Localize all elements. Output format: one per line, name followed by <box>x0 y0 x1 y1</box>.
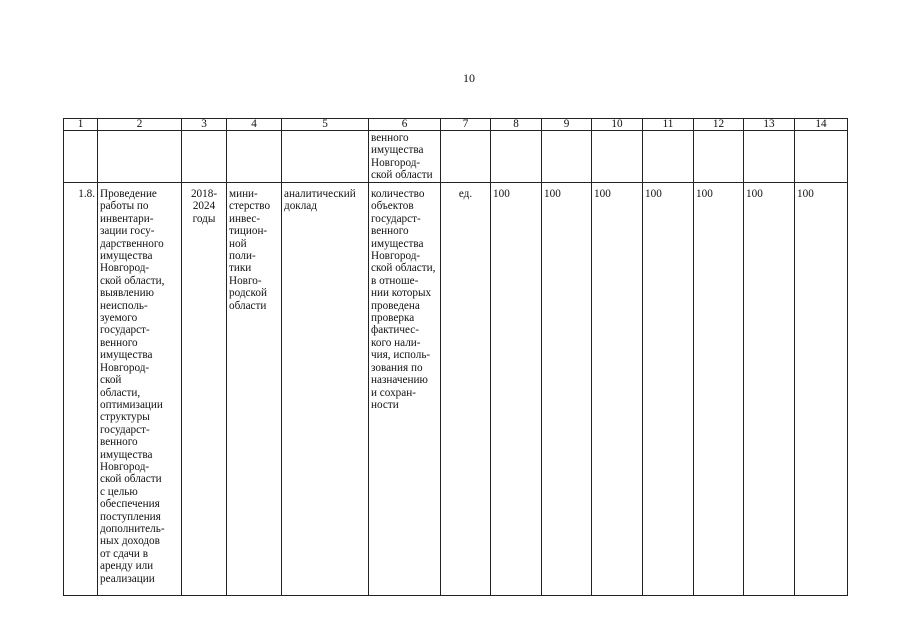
column-number-cell: 12 <box>694 119 744 131</box>
column-number-cell: 8 <box>491 119 542 131</box>
empty-cell <box>491 131 542 183</box>
column-number-cell: 2 <box>98 119 182 131</box>
column-number-row <box>64 119 848 131</box>
empty-cell <box>744 131 795 183</box>
empty-cell <box>98 131 182 183</box>
executor-cell: мини- стерство инвес- тицион- ной поли- тики Новго- родской области <box>227 183 282 596</box>
column-number-cell: 5 <box>282 119 369 131</box>
column-number-cell: 7 <box>441 119 491 131</box>
column-number-cell: 6 <box>369 119 441 131</box>
column-number-cell: 1 <box>64 119 98 131</box>
column-number-cell: 4 <box>227 119 282 131</box>
column-number-cell: 14 <box>795 119 848 131</box>
row-number-cell: 1.8. <box>64 183 98 596</box>
column-number-cell: 10 <box>592 119 643 131</box>
table-row <box>64 183 848 596</box>
value-cell: 100 <box>491 183 542 596</box>
empty-cell <box>282 131 369 183</box>
empty-cell <box>227 131 282 183</box>
column-number-cell: 13 <box>744 119 795 131</box>
unit-cell: ед. <box>441 183 491 596</box>
measures-table <box>63 118 848 596</box>
value-cell: 100 <box>694 183 744 596</box>
empty-cell <box>441 131 491 183</box>
empty-cell <box>592 131 643 183</box>
column-number-cell: 3 <box>182 119 227 131</box>
page-number: 10 <box>463 71 475 85</box>
value-cell: 100 <box>744 183 795 596</box>
value-cell: 100 <box>795 183 848 596</box>
report-form-cell: аналитический доклад <box>282 183 369 596</box>
period-cell: 2018- 2024 годы <box>182 183 227 596</box>
empty-cell <box>643 131 694 183</box>
column-number-cell: 11 <box>643 119 694 131</box>
value-cell: 100 <box>542 183 592 596</box>
value-cell: 100 <box>592 183 643 596</box>
value-cell: 100 <box>643 183 694 596</box>
activity-cell: Проведение работы по инвентари- зации госу- дарственного имущества Новгород- ской области, выявлению неисполь- зуемого государст- венного имущества Новгород- ской области, оптимизации структуры государст- венного имущества Новгород- ской области с целью обеспечения поступления дополнитель- ных доходов от сдачи в аренду или реализации <box>98 183 182 596</box>
indicator-cell: количество объектов государст- венного имущества Новгород- ской области, в отноше- нии которых проведена проверка фактичес- кого нали- чия, исполь- зования по назначению и сохран- ности <box>369 183 441 596</box>
empty-cell <box>542 131 592 183</box>
empty-cell <box>694 131 744 183</box>
empty-cell <box>64 131 98 183</box>
indicator-continuation-cell: венного имущества Новгород- ской области <box>369 131 441 183</box>
continuation-row <box>64 131 848 183</box>
empty-cell <box>795 131 848 183</box>
column-number-cell: 9 <box>542 119 592 131</box>
empty-cell <box>182 131 227 183</box>
